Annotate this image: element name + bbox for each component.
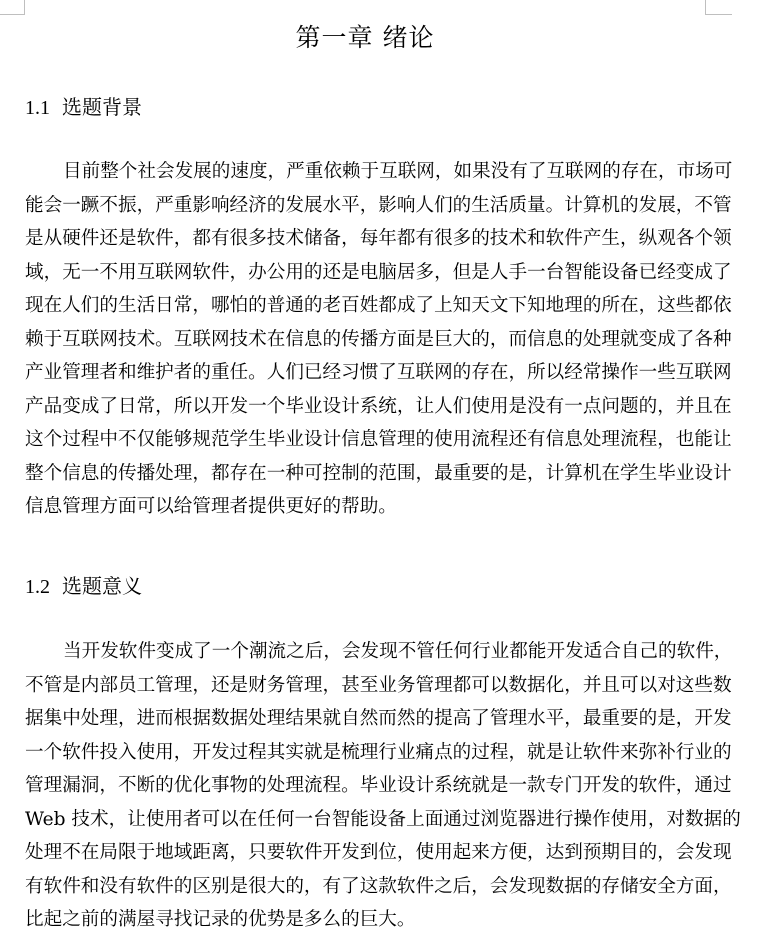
section-number: 1.2 <box>25 576 50 598</box>
text-line: 这个过程中不仅能够规范学生毕业设计信息管理的使用流程还有信息处理流程，也能让 <box>25 429 732 450</box>
section-number: 1.1 <box>25 97 50 119</box>
section-title: 选题意义 <box>62 574 142 598</box>
text-line: 有软件和没有软件的区别是很大的，有了这款软件之后，会发现数据的存储安全方面， <box>25 875 732 897</box>
text-line: 是从硬件还是软件，都有很多技术储备，每年都有很多的技术和软件产生，纵观各个领 <box>25 228 732 249</box>
text-line: 能会一蹶不振，严重影响经济的发展水平，影响人们的生活质量。计算机的发展，不管 <box>25 194 732 216</box>
text-line: 据集中处理，进而根据数据处理结果就自然而然的提高了管理水平，最重要的是，开发 <box>25 708 732 729</box>
section-title: 选题背景 <box>62 95 142 119</box>
text-line: 产品变成了日常，所以开发一个毕业设计系统，让人们使用是没有一点问题的，并且在 <box>25 395 732 417</box>
text-line: 一个软件投入使用，开发过程其实就是梳理行业痛点的过程，就是让软件来弥补行业的 <box>25 741 732 763</box>
paragraph-significance <box>25 635 741 937</box>
paragraph-background <box>25 155 733 524</box>
text-line: 当开发软件变成了一个潮流之后，会发现不管任何行业都能开发适合自己的软件， <box>63 641 733 662</box>
text-line: 产业管理者和维护者的重任。人们已经习惯了互联网的存在，所以经常操作一些互联网 <box>25 362 732 383</box>
page-corner-mark-top-right <box>705 0 732 15</box>
text-line: 域，无一不用互联网软件，办公用的还是电脑居多，但是人手一台智能设备已经变成了 <box>25 261 732 283</box>
section-heading-1-2 <box>25 571 142 602</box>
section-heading-1-1 <box>25 92 142 123</box>
text-line: 信息管理方面可以给管理者提供更好的帮助。 <box>25 496 397 517</box>
text-line: 整个信息的传播处理，都存在一种可控制的范围，最重要的是，计算机在学生毕业设计 <box>25 462 732 484</box>
text-line: 管理漏洞，不断的优化事物的处理流程。毕业设计系统就是一款专门开发的软件，通过 <box>25 775 732 796</box>
text-line: 赖于互联网技术。互联网技术在信息的传播方面是巨大的，而信息的处理就变成了各种 <box>25 328 732 350</box>
chapter-title: 第一章 绪论 <box>295 23 435 52</box>
text-line: Web 技术，让使用者可以在任何一台智能设备上面通过浏览器进行操作使用，对数据的 <box>25 808 741 830</box>
text-line: 不管是内部员工管理，还是财务管理，甚至业务管理都可以数据化，并且可以对这些数 <box>25 674 732 696</box>
text-line: 目前整个社会发展的速度，严重依赖于互联网，如果没有了互联网的存在，市场可 <box>63 161 733 182</box>
text-line: 比起之前的满屋寻找记录的优势是多么的巨大。 <box>25 909 416 930</box>
page-corner-mark-top-left <box>0 0 25 15</box>
text-line: 处理不在局限于地域距离，只要软件开发到位，使用起来方便，达到预期目的，会发现 <box>25 842 732 863</box>
text-line: 现在人们的生活日常，哪怕的普通的老百姓都成了上知天文下知地理的所在，这些都依 <box>25 295 732 316</box>
